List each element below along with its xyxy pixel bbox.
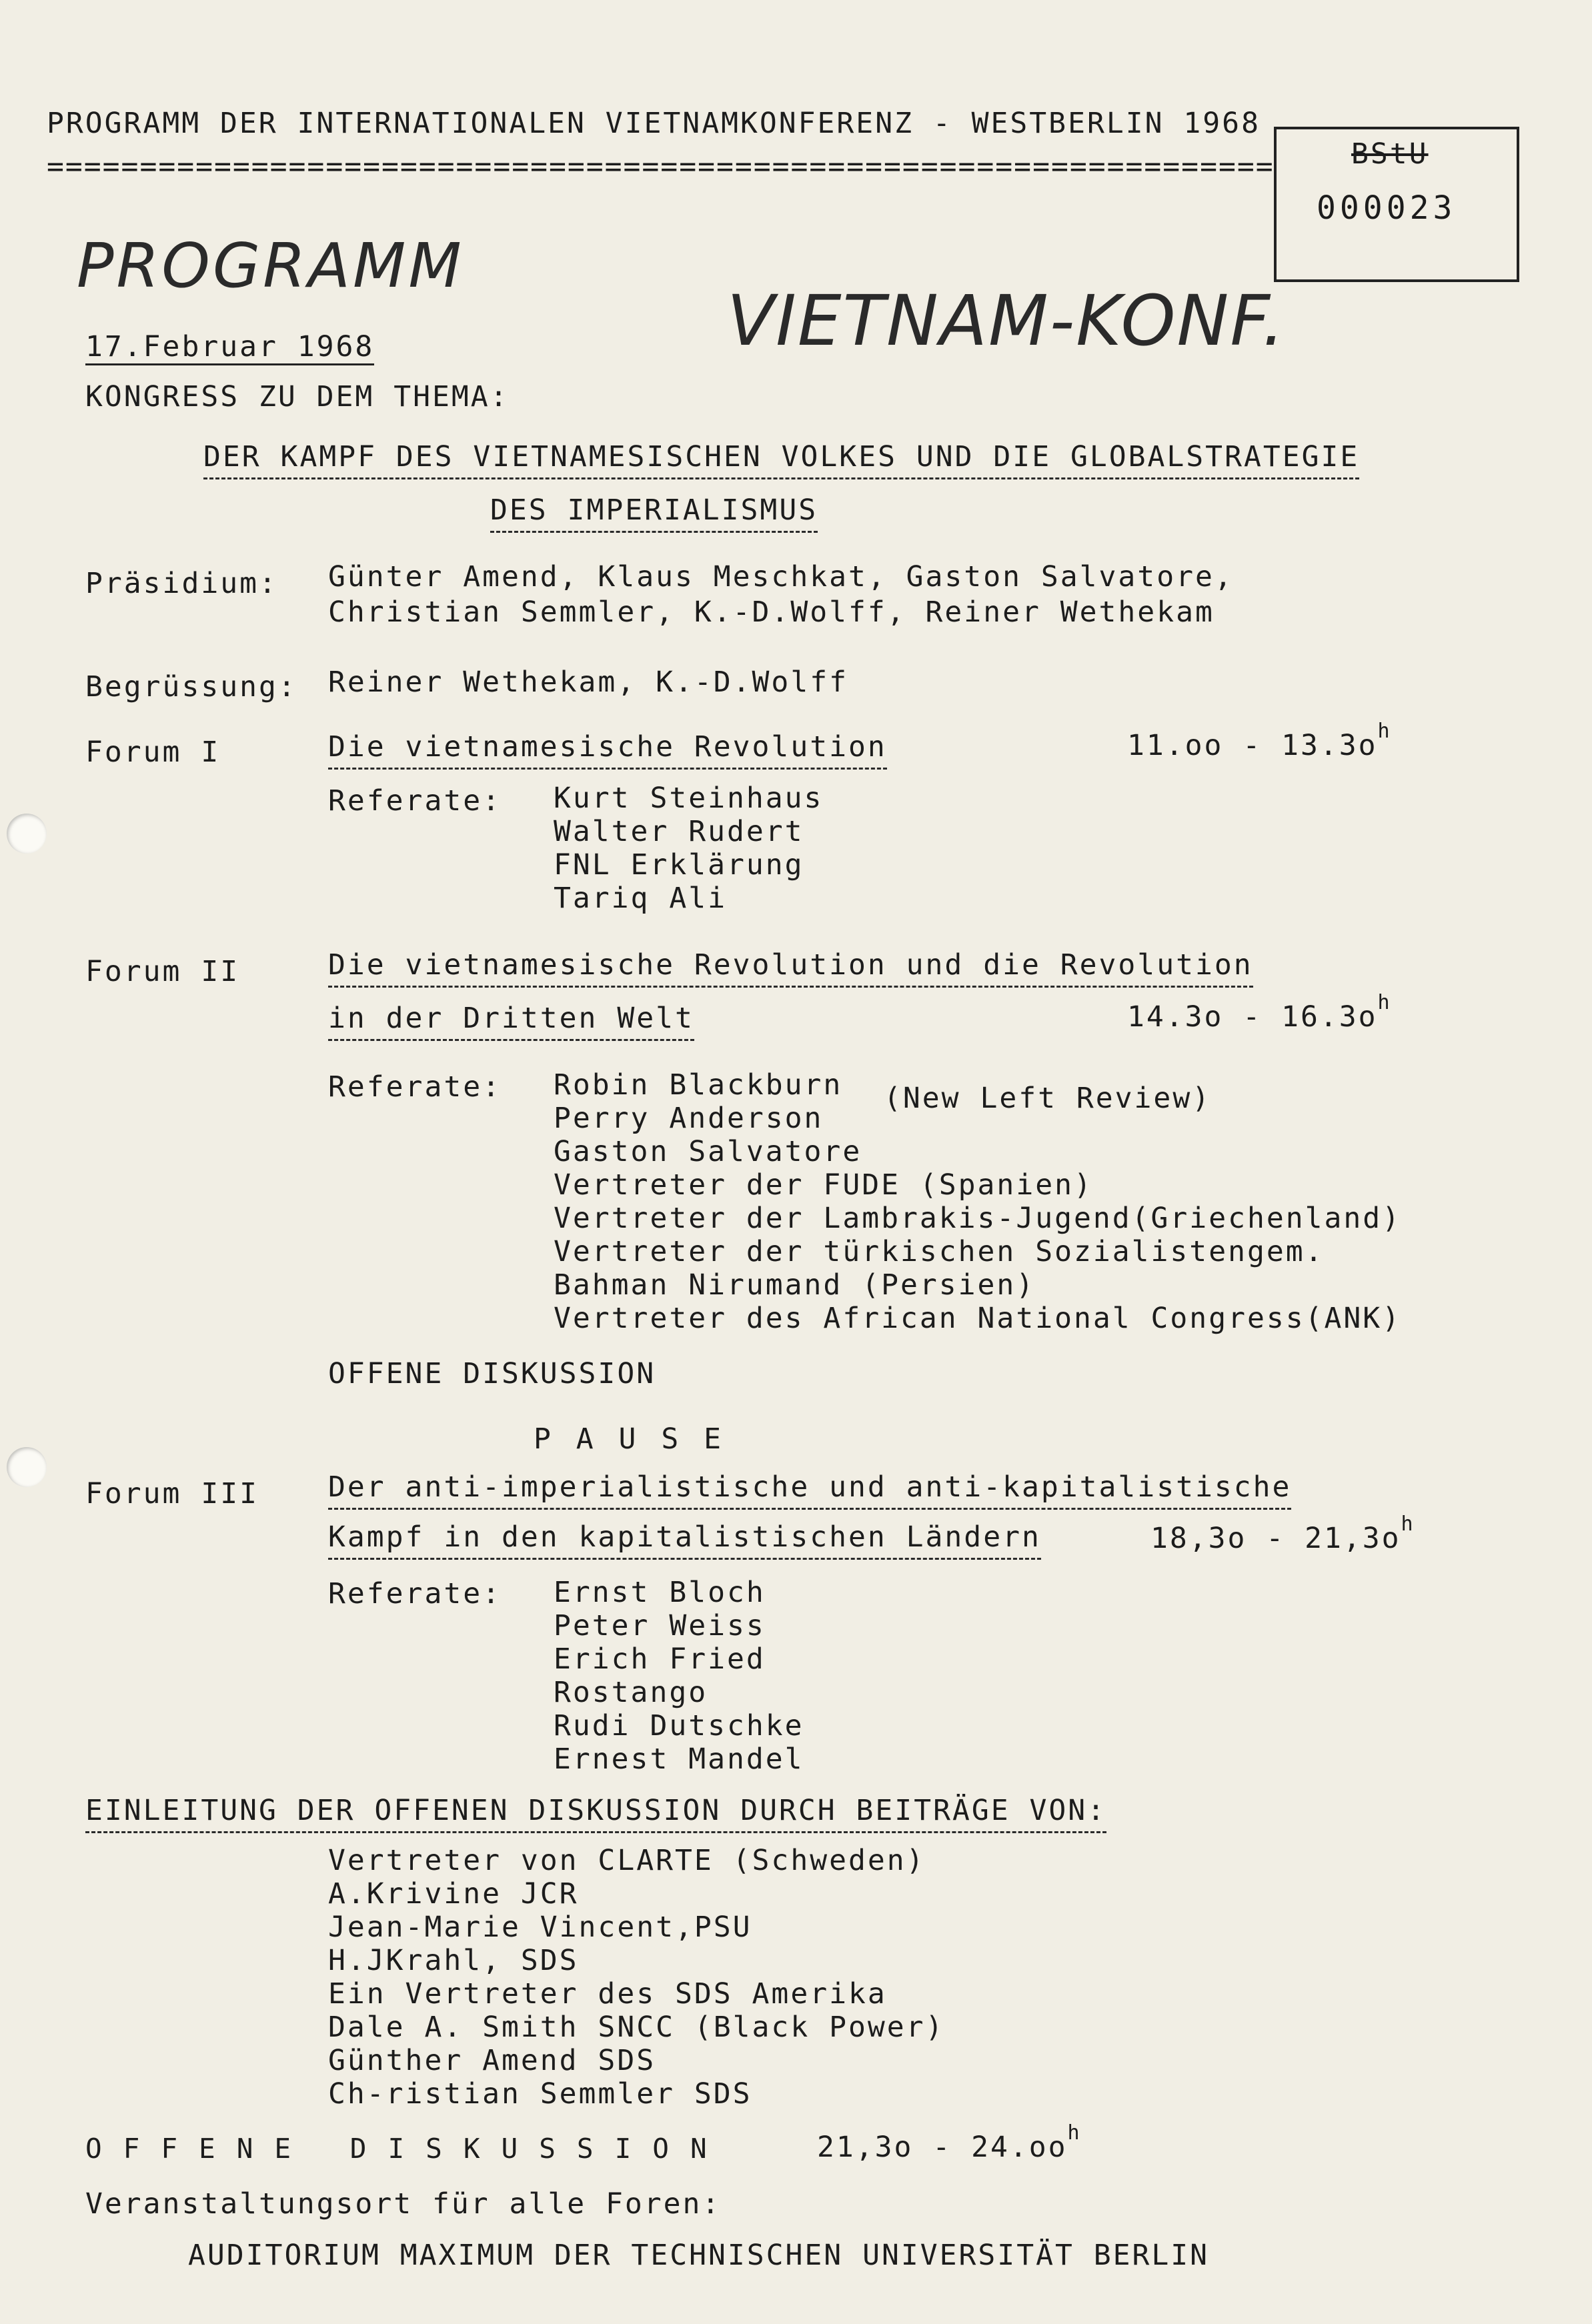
forum2-time [1127,991,1390,1034]
forum2-note: (New Left Review) [884,1082,1212,1115]
punch-hole-upper [7,814,47,854]
final-discussion-label: OFFENE DISKUSSION [85,2133,728,2165]
conference-date: 17.Februar 1968 [85,330,374,365]
final-time-suffix: h [1067,2121,1080,2145]
forum2-speaker: Vertreter der Lambrakis-Jugend(Griechenland) [554,1202,1402,1235]
praesidium-line-1: Günter Amend, Klaus Meschkat, Gaston Salvatore, [328,560,1234,594]
forum2-time-suffix: h [1377,991,1390,1014]
forum2-time-value: 14.3o - 16.3o [1127,1000,1378,1034]
forum1-time [1127,720,1390,762]
forum3-title-2: Kampf in den kapitalistischen Ländern [328,1520,1041,1560]
forum3-speaker: Ernst Bloch [554,1576,766,1609]
forum1-title: Die vietnamesische Revolution [328,730,887,770]
einleitung-item: Vertreter von CLARTE (Schweden) [328,1844,926,1877]
header-rule: ================================================================== [47,150,1275,183]
final-time-value: 21,3o - 24.oo [817,2131,1068,2164]
forum3-title-1: Der anti-imperialistische und anti-kapitalistische [328,1470,1291,1510]
forum1-label: Forum I [85,736,221,769]
forum3-speaker: Erich Fried [554,1642,766,1676]
forum2-label: Forum II [85,955,240,988]
einleitung-item: Dale A. Smith SNCC (Black Power) [328,2011,945,2044]
pause-label: P A U S E [534,1422,725,1456]
begruessung-names: Reiner Wethekam, K.-D.Wolff [328,666,848,699]
handwritten-vietnam-konf: VIETNAM-KONF. [727,280,1286,361]
einleitung-item: Jean-Marie Vincent,PSU [328,1911,752,1944]
forum1-speaker: Walter Rudert [554,815,804,848]
forum3-time [1150,1512,1413,1555]
stamp-number: 000023 [1317,189,1457,227]
begruessung-label: Begrüssung: [85,670,297,704]
praesidium-line-2: Christian Semmler, K.-D.Wolff, Reiner Wethekam [328,596,1215,629]
einleitung-item: Ch-ristian Semmler SDS [328,2077,752,2111]
forum3-time-suffix: h [1401,1512,1413,1536]
handwritten-programm: PROGRAMM [77,230,464,301]
forum1-time-suffix: h [1377,720,1390,743]
forum3-time-value: 18,3o - 21,3o [1150,1522,1401,1555]
forum1-speaker: Tariq Ali [554,882,727,915]
forum2-referate-label: Referate: [328,1070,502,1104]
forum1-referate-label: Referate: [328,784,502,818]
venue-name: AUDITORIUM MAXIMUM DER TECHNISCHEN UNIVERSITÄT BERLIN [188,2239,1210,2272]
forum2-speaker: Vertreter des African National Congress(ANK) [554,1302,1402,1335]
forum2-speaker: Vertreter der türkischen Sozialistengem. [554,1235,1325,1268]
forum2-title-1: Die vietnamesische Revolution und die Revolution [328,948,1253,988]
archive-stamp [1274,127,1519,282]
stamp-label: BStU [1351,137,1429,171]
einleitung-heading: EINLEITUNG DER OFFENEN DISKUSSION DURCH BEITRÄGE VON: [85,1794,1106,1833]
congress-intro: KONGRESS ZU DEM THEMA: [85,380,510,413]
forum2-speaker: Gaston Salvatore [554,1135,862,1168]
einleitung-item: Günther Amend SDS [328,2044,656,2077]
forum3-speaker: Ernest Mandel [554,1742,804,1776]
header-title: PROGRAMM DER INTERNATIONALEN VIETNAMKONFERENZ - WESTBERLIN 1968 [47,107,1261,140]
einleitung-item: A.Krivine JCR [328,1877,579,1911]
forum3-label: Forum III [85,1477,259,1510]
punch-hole-lower [7,1447,47,1487]
forum2-title-2: in der Dritten Welt [328,1002,694,1041]
forum2-speaker: Vertreter der FUDE (Spanien) [554,1168,1093,1202]
venue-label: Veranstaltungsort für alle Foren: [85,2187,722,2221]
forum1-speaker: Kurt Steinhaus [554,782,824,815]
forum1-speaker: FNL Erklärung [554,848,804,882]
forum1-time-value: 11.oo - 13.3o [1127,729,1378,762]
forum2-speaker: Robin Blackburn [554,1068,843,1102]
forum3-speaker: Rostango [554,1676,708,1709]
forum3-speaker: Rudi Dutschke [554,1709,804,1742]
einleitung-item: Ein Vertreter des SDS Amerika [328,1977,887,2011]
theme-line-2: DES IMPERIALISMUS [490,493,818,533]
forum3-referate-label: Referate: [328,1577,502,1610]
praesidium-label: Präsidium: [85,567,278,600]
forum2-speaker: Bahman Nirumand (Persien) [554,1268,1036,1302]
theme-line-1: DER KAMPF DES VIETNAMESISCHEN VOLKES UND DIE GLOBALSTRATEGIE [203,440,1359,479]
einleitung-item: H.JKrahl, SDS [328,1944,579,1977]
forum3-speaker: Peter Weiss [554,1609,766,1642]
forum2-open-discussion: OFFENE DISKUSSION [328,1357,656,1390]
final-discussion-time [817,2121,1080,2164]
forum2-speaker: Perry Anderson [554,1102,824,1135]
